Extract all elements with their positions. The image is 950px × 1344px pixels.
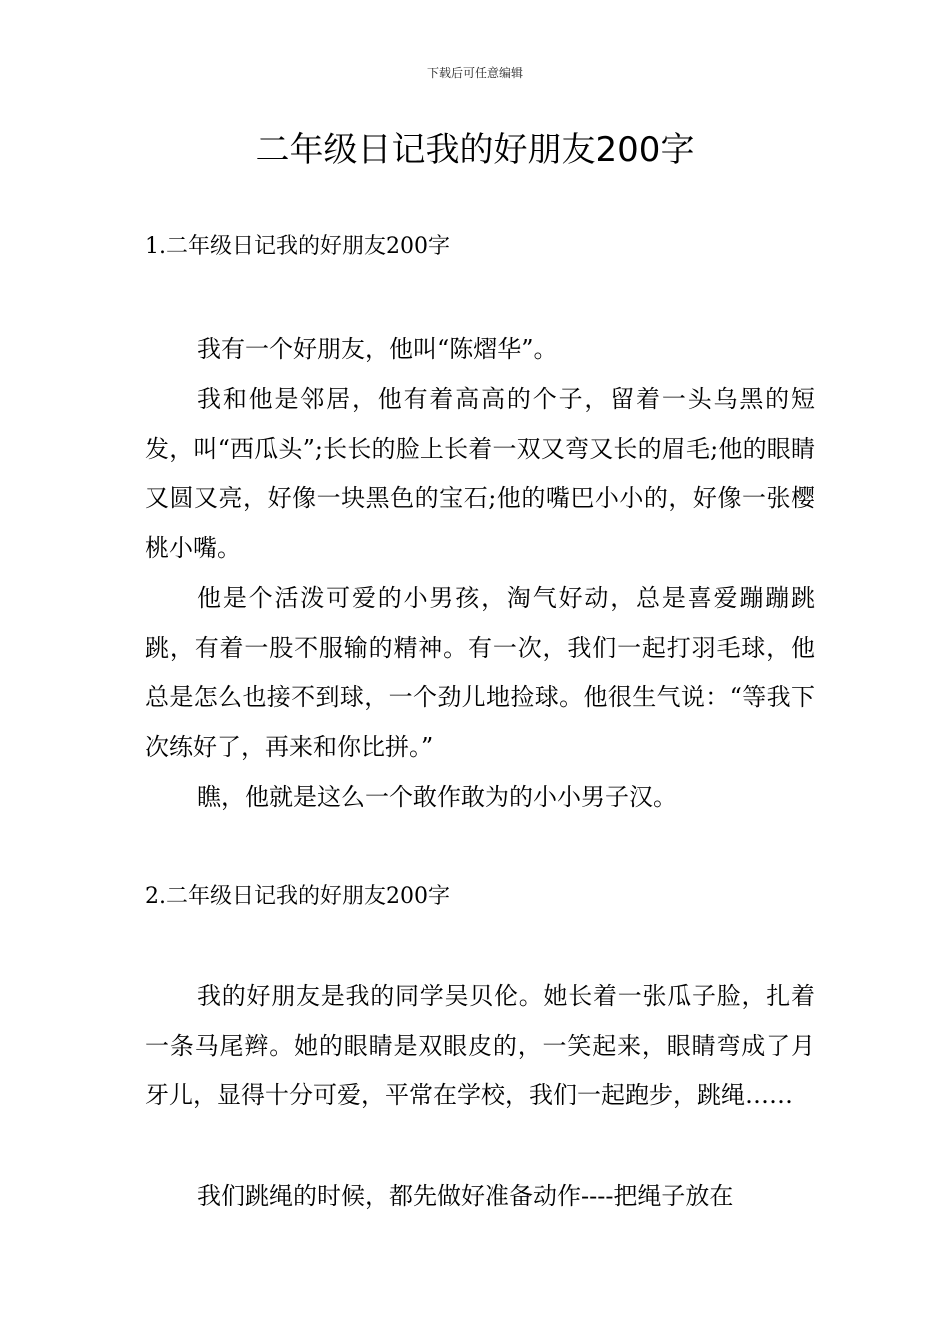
paragraph: 我的好朋友是我的同学吴贝伦。她长着一张瓜子脸，扎着一条马尾辫。她的眼睛是双眼皮的，一笑起来，眼睛弯成了月牙儿，显得十分可爱，平常在学校，我们一起跑步，跳绳…… [145, 982, 815, 1109]
paragraph: 瞧，他就是这么一个敢作敢为的小小男子汉。 [197, 783, 677, 811]
document-title: 二年级日记我的好朋友200字 [255, 130, 695, 170]
section-heading: 2.二年级日记我的好朋友200字 [145, 884, 450, 909]
paragraph: 我们跳绳的时候，都先做好准备动作----把绳子放在 [197, 1182, 734, 1210]
paragraph: 我有一个好朋友，他叫“陈熠华”。 [197, 335, 558, 363]
header-note: 下载后可任意编辑 [426, 66, 523, 80]
section-heading: 1.二年级日记我的好朋友200字 [145, 234, 450, 259]
paragraph: 他是个活泼可爱的小男孩，淘气好动，总是喜爱蹦蹦跳跳，有着一股不服输的精神。有一次，我们一起打羽毛球，他总是怎么也接不到球，一个劲儿地捡球。他很生气说：“等我下次练好了，再来和你比拼。” [145, 584, 815, 761]
paragraph: 我和他是邻居，他有着高高的个子，留着一头乌黑的短发，叫“西瓜头”;长长的脸上长着一双又弯又长的眉毛;他的眼睛又圆又亮，好像一块黑色的宝石;他的嘴巴小小的，好像一张樱桃小嘴。 [145, 385, 815, 562]
